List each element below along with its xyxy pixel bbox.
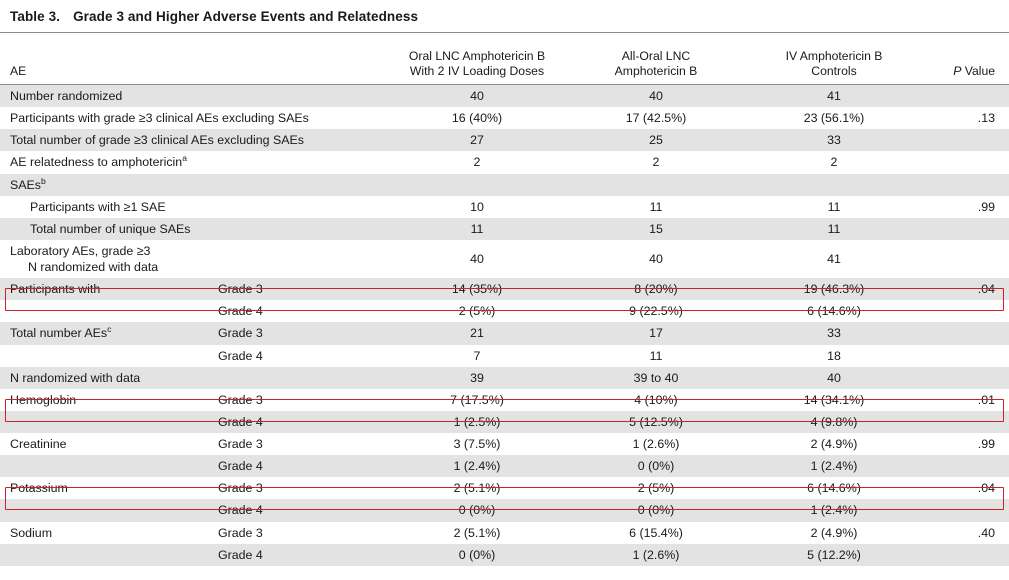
row-label-text: Laboratory AEs, grade ≥3: [10, 243, 151, 258]
cell-oral-lnc-with-iv-loading: 2 (5%): [458, 304, 496, 319]
cell-all-oral-lnc: 11: [649, 348, 663, 363]
cell-iv-controls: 19 (46.3%): [745, 278, 923, 300]
footnote-marker: b: [41, 175, 46, 186]
row-label-text: Participants with: [10, 282, 101, 297]
footnote-marker: c: [107, 324, 112, 335]
row-label: [0, 522, 212, 544]
cell-oral-lnc-with-iv-loading: 3 (7.5%): [453, 437, 501, 451]
cell-oral-lnc-with-iv-loading: 39: [387, 367, 567, 389]
row-label: [0, 367, 212, 389]
row-label: [0, 151, 212, 173]
cell-oral-lnc-with-iv-loading: 0 (0%): [387, 544, 567, 566]
row-label: [0, 218, 212, 240]
row-grade: [212, 196, 387, 218]
p-rest: Value: [961, 64, 995, 79]
cell-oral-lnc-with-iv-loading: 1 (2.5%): [387, 411, 567, 433]
row-grade: Grade 3: [218, 481, 263, 496]
row-grade: Grade 3: [218, 437, 263, 451]
cell-p-value: [923, 322, 1009, 344]
cell-oral-lnc-with-iv-loading: 21: [387, 322, 567, 344]
cell-all-oral-lnc: 2 (5%): [637, 481, 675, 496]
row-label: [0, 196, 212, 218]
row-label-text: Potassium: [10, 481, 68, 496]
row-label: [0, 544, 212, 566]
cell-p-value: [923, 85, 1009, 108]
cell-oral-lnc-with-iv-loading: 27: [387, 129, 567, 151]
column-header-oral-lnc-with-iv-loading: [387, 33, 567, 85]
table-row: [0, 300, 1009, 322]
cell-p-value: .40: [977, 525, 995, 540]
row-label: [0, 411, 212, 433]
cell-all-oral-lnc: 40: [567, 85, 745, 108]
row-label-text: Total number AEs: [10, 326, 108, 341]
table-row: [0, 499, 1009, 521]
cell-p-value: [923, 129, 1009, 151]
row-grade: Grade 4: [218, 348, 263, 363]
row-sublabel-text: N randomized with data: [28, 260, 159, 274]
cell-iv-controls: 4 (9.8%): [745, 411, 923, 433]
cell-all-oral-lnc: 39 to 40: [567, 367, 745, 389]
adverse-events-table: [0, 32, 1009, 566]
column-header-line2: Amphotericin B: [614, 64, 698, 79]
table-row: [0, 85, 1009, 108]
cell-iv-controls: 6 (14.6%): [807, 304, 861, 319]
row-grade: [212, 174, 387, 196]
cell-all-oral-lnc: 11: [649, 199, 663, 214]
header-row: [0, 33, 1009, 85]
row-grade: [212, 240, 387, 278]
cell-iv-controls: 2 (4.9%): [810, 525, 858, 540]
row-label: [0, 345, 212, 367]
cell-p-value: [923, 151, 1009, 173]
column-header-ae: AE: [0, 33, 212, 85]
cell-oral-lnc-with-iv-loading: 7: [473, 348, 481, 363]
table-row: [0, 151, 1009, 173]
column-header-line1: Oral LNC Amphotericin B: [408, 49, 546, 64]
row-label: [0, 433, 212, 455]
table-body: [0, 85, 1009, 566]
cell-iv-controls: 33: [745, 129, 923, 151]
table-number: Table 3.: [10, 9, 61, 24]
row-label: [0, 240, 212, 278]
cell-iv-controls: 1 (2.4%): [745, 455, 923, 477]
cell-iv-controls: 23 (56.1%): [803, 111, 865, 126]
row-grade: Grade 4: [212, 544, 387, 566]
table-row: [0, 278, 1009, 300]
cell-oral-lnc-with-iv-loading: 14 (35%): [387, 278, 567, 300]
row-grade: Grade 4: [212, 455, 387, 477]
row-label-text: Total number of unique SAEs: [30, 221, 191, 236]
cell-all-oral-lnc: 0 (0%): [567, 455, 745, 477]
table-head: [0, 33, 1009, 85]
cell-p-value: .99: [977, 437, 995, 451]
cell-p-value: .99: [977, 199, 995, 214]
row-grade: [212, 218, 387, 240]
column-header-line2: With 2 IV Loading Doses: [409, 64, 545, 79]
row-label: [0, 477, 212, 499]
cell-iv-controls: 41: [827, 251, 841, 266]
cell-p-value: .04: [977, 481, 995, 496]
table-row: [0, 367, 1009, 389]
column-header-line2: Controls: [811, 64, 857, 79]
cell-all-oral-lnc: 4 (10%): [634, 392, 678, 407]
cell-all-oral-lnc: 5 (12.5%): [567, 411, 745, 433]
column-header-line1: IV Amphotericin B: [785, 49, 883, 64]
cell-iv-controls: 40: [745, 367, 923, 389]
cell-iv-controls: 41: [745, 85, 923, 108]
cell-p-value: [923, 411, 1009, 433]
cell-iv-controls: 11: [745, 218, 923, 240]
row-label-text: Sodium: [10, 525, 53, 540]
cell-all-oral-lnc: [567, 174, 745, 196]
footnote-marker: a: [182, 153, 187, 164]
table-row: [0, 389, 1009, 411]
cell-all-oral-lnc: 17: [567, 322, 745, 344]
table-row: [0, 107, 1009, 129]
table-row: [0, 196, 1009, 218]
row-label-text: Number randomized: [10, 89, 123, 103]
cell-p-value: [923, 544, 1009, 566]
row-grade: Grade 3: [212, 322, 387, 344]
cell-all-oral-lnc: 1 (2.6%): [567, 544, 745, 566]
table-row: [0, 477, 1009, 499]
cell-all-oral-lnc: 2: [652, 155, 660, 170]
row-label: [0, 389, 212, 411]
row-grade: Grade 4: [212, 499, 387, 521]
row-label-text: Participants with ≥1 SAE: [30, 199, 166, 214]
row-label: [0, 85, 212, 108]
cell-oral-lnc-with-iv-loading: 16 (40%): [451, 111, 503, 126]
table-row: [0, 345, 1009, 367]
cell-p-value: [923, 455, 1009, 477]
column-header-line1: All-Oral LNC: [621, 49, 691, 64]
row-grade: [212, 151, 387, 173]
cell-iv-controls: 33: [745, 322, 923, 344]
cell-iv-controls: 6 (14.6%): [807, 481, 861, 496]
row-grade: [212, 85, 387, 108]
row-label: [0, 174, 212, 196]
row-label: [0, 129, 305, 151]
cell-p-value: [923, 499, 1009, 521]
cell-oral-lnc-with-iv-loading: 1 (2.4%): [387, 455, 567, 477]
row-label: [0, 107, 309, 129]
column-header-grade: [212, 33, 387, 85]
cell-p-value: [923, 345, 1009, 367]
cell-all-oral-lnc: 25: [567, 129, 745, 151]
cell-oral-lnc-with-iv-loading: 11: [387, 218, 567, 240]
cell-iv-controls: 14 (34.1%): [803, 392, 865, 407]
cell-oral-lnc-with-iv-loading: [387, 174, 567, 196]
table-row: [0, 522, 1009, 544]
column-header-all-oral-lnc: [567, 33, 745, 85]
row-label: [0, 300, 212, 322]
cell-p-value: [923, 300, 1009, 322]
cell-iv-controls: [745, 174, 923, 196]
table-title: Grade 3 and Higher Adverse Events and Relatedness: [73, 9, 419, 24]
row-label-text: Hemoglobin: [10, 392, 77, 407]
cell-oral-lnc-with-iv-loading: 10: [470, 199, 484, 214]
row-label: [0, 455, 212, 477]
cell-p-value: [923, 218, 1009, 240]
table-row: [0, 411, 1009, 433]
p-italic: P: [953, 64, 962, 79]
cell-all-oral-lnc: 1 (2.6%): [632, 437, 680, 451]
table-row: [0, 240, 1009, 278]
cell-all-oral-lnc: 6 (15.4%): [629, 525, 683, 540]
table-row: [0, 129, 1009, 151]
cell-oral-lnc-with-iv-loading: 7 (17.5%): [450, 392, 504, 407]
cell-oral-lnc-with-iv-loading: 2: [473, 155, 481, 170]
table-row: [0, 322, 1009, 344]
cell-p-value: .04: [923, 278, 1009, 300]
row-grade: [212, 367, 387, 389]
row-grade: Grade 3: [218, 392, 263, 407]
cell-iv-controls: 5 (12.2%): [745, 544, 923, 566]
cell-oral-lnc-with-iv-loading: 40: [470, 251, 484, 266]
cell-all-oral-lnc: 0 (0%): [567, 499, 745, 521]
cell-all-oral-lnc: 17 (42.5%): [625, 111, 687, 126]
cell-p-value: .13: [977, 111, 995, 126]
row-grade: Grade 4: [212, 411, 387, 433]
cell-iv-controls: 2: [830, 155, 838, 170]
table-row: [0, 433, 1009, 455]
cell-iv-controls: 11: [827, 199, 841, 214]
row-grade: Grade 4: [218, 304, 263, 319]
row-label-text: SAEs: [10, 177, 41, 192]
table-caption: [0, 0, 1009, 24]
cell-p-value: .01: [977, 392, 995, 407]
row-label-text: Total number of grade ≥3 clinical AEs excluding SAEs: [10, 133, 305, 148]
cell-all-oral-lnc: 15: [567, 218, 745, 240]
cell-oral-lnc-with-iv-loading: 2 (5.1%): [453, 525, 501, 540]
cell-all-oral-lnc: 40: [649, 251, 663, 266]
row-label: [0, 499, 212, 521]
cell-oral-lnc-with-iv-loading: 40: [387, 85, 567, 108]
cell-iv-controls: 1 (2.4%): [745, 499, 923, 521]
cell-iv-controls: 18: [827, 348, 841, 363]
row-label: [0, 278, 212, 300]
cell-oral-lnc-with-iv-loading: 0 (0%): [387, 499, 567, 521]
row-grade: Grade 3: [212, 278, 387, 300]
cell-p-value: [923, 174, 1009, 196]
cell-all-oral-lnc: 8 (20%): [567, 278, 745, 300]
table-row: [0, 174, 1009, 196]
row-grade: Grade 3: [218, 525, 263, 540]
cell-p-value: [923, 240, 1009, 278]
column-header-iv-controls: [745, 33, 923, 85]
table-row: [0, 218, 1009, 240]
cell-oral-lnc-with-iv-loading: 2 (5.1%): [453, 481, 501, 496]
row-label-text: AE relatedness to amphotericin: [10, 155, 183, 170]
row-label-text: Creatinine: [10, 437, 67, 451]
row-label: [0, 322, 212, 344]
table-row: [0, 455, 1009, 477]
table-row: [0, 544, 1009, 566]
row-label-text: N randomized with data: [10, 370, 141, 385]
cell-p-value: [923, 367, 1009, 389]
column-header-p-value: [923, 33, 1009, 85]
cell-iv-controls: 2 (4.9%): [810, 437, 858, 451]
row-label-text: Participants with grade ≥3 clinical AEs excluding SAEs: [10, 111, 309, 126]
cell-all-oral-lnc: 9 (22.5%): [629, 304, 683, 319]
